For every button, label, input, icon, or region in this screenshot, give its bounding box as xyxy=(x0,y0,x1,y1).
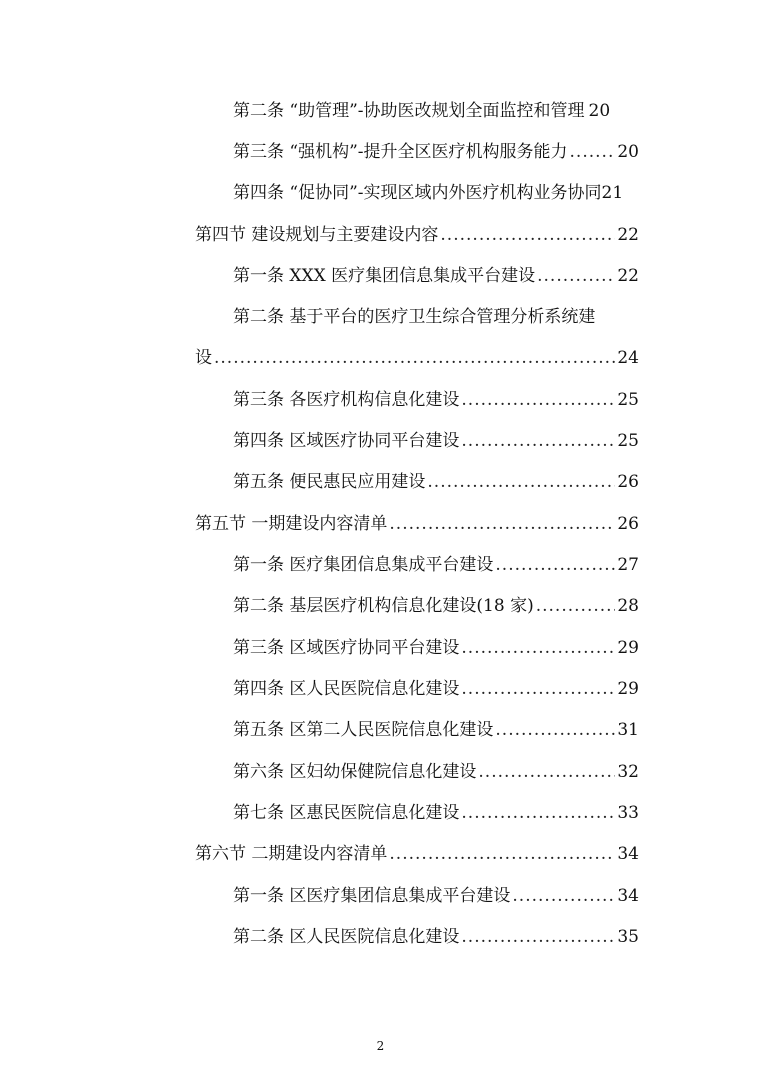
toc-entry-page: 29 xyxy=(617,679,639,699)
toc-entry-page: 34 xyxy=(617,886,639,906)
dot-leader xyxy=(461,798,615,828)
toc-entry-title: 第五条 区第二人民医院信息化建设 xyxy=(233,720,494,740)
dot-leader xyxy=(461,426,615,456)
dot-leader xyxy=(440,220,615,250)
dot-leader xyxy=(389,839,615,869)
toc-entry-page: 25 xyxy=(617,390,639,410)
toc-entry-title: 第二条 基于平台的医疗卫生综合管理分析系统建 xyxy=(233,307,596,327)
toc-entry[interactable] xyxy=(0,591,761,621)
toc-entry-page: 28 xyxy=(617,596,639,616)
toc-entry[interactable] xyxy=(0,426,761,456)
toc-entry-title: 第六节 二期建设内容清单 xyxy=(195,844,388,864)
toc-entry-title: 第四条 “促协同”-实现区域内外医疗机构业务协同 xyxy=(233,183,602,203)
toc-entry[interactable] xyxy=(0,96,761,126)
toc-entry-page: 29 xyxy=(617,638,639,658)
dot-leader xyxy=(570,137,616,167)
toc-entry-page: 31 xyxy=(617,720,639,740)
dot-leader xyxy=(512,881,615,911)
toc-entry-page: 34 xyxy=(617,844,639,864)
dot-leader xyxy=(495,715,615,745)
toc-entry-title: 第三条 区域医疗协同平台建设 xyxy=(233,638,460,658)
toc-entry-page: 24 xyxy=(617,348,639,368)
dot-leader xyxy=(461,922,615,952)
toc-entry[interactable] xyxy=(0,757,761,787)
toc-entry[interactable] xyxy=(0,343,761,373)
toc-entry-page: 32 xyxy=(617,762,639,782)
toc-entry-title: 第五节 一期建设内容清单 xyxy=(195,514,388,534)
toc-entry-title: 第二条 “助管理”-协助医改规划全面监控和管理 xyxy=(233,101,585,121)
toc-entry[interactable] xyxy=(0,798,761,828)
toc-entry[interactable] xyxy=(0,385,761,415)
toc-entry[interactable] xyxy=(0,715,761,745)
dot-leader xyxy=(461,385,615,415)
dot-leader xyxy=(478,757,615,787)
toc-entry[interactable] xyxy=(0,137,761,167)
toc-entry[interactable] xyxy=(0,302,761,332)
toc-entry-page: 33 xyxy=(617,803,639,823)
toc-entry[interactable] xyxy=(0,509,761,539)
toc-entry-page: 26 xyxy=(617,472,639,492)
toc-entry-title: 第四条 区域医疗协同平台建设 xyxy=(233,431,460,451)
dot-leader xyxy=(537,261,615,291)
toc-entry-title: 第七条 区惠民医院信息化建设 xyxy=(233,803,460,823)
toc-entry-title: 第二条 区人民医院信息化建设 xyxy=(233,927,460,947)
toc-entry-title: 第一条 XXX 医疗集团信息集成平台建设 xyxy=(233,266,536,286)
toc-entry-title: 第四条 区人民医院信息化建设 xyxy=(233,679,460,699)
dot-leader xyxy=(495,550,615,580)
toc-entry[interactable] xyxy=(0,839,761,869)
toc-entry-title: 第二条 基层医疗机构信息化建设(18 家) xyxy=(233,596,534,616)
toc-entry-title: 第五条 便民惠民应用建设 xyxy=(233,472,426,492)
toc-entry-title: 第三条 “强机构”-提升全区医疗机构服务能力 xyxy=(233,142,568,162)
toc-entry[interactable] xyxy=(0,881,761,911)
dot-leader xyxy=(389,509,615,539)
dot-leader xyxy=(536,591,616,621)
toc-entry-page: 35 xyxy=(617,927,639,947)
toc-entry-title: 第六条 区妇幼保健院信息化建设 xyxy=(233,762,477,782)
toc-entry-title: 第一条 医疗集团信息集成平台建设 xyxy=(233,555,494,575)
toc-entry[interactable] xyxy=(0,922,761,952)
page-number: 2 xyxy=(376,1039,385,1053)
toc-entry-page: 27 xyxy=(617,555,639,575)
toc-entry[interactable] xyxy=(0,220,761,250)
toc-entry-page: 22 xyxy=(617,266,639,286)
toc-entry[interactable] xyxy=(0,674,761,704)
toc-entry-page: 26 xyxy=(617,514,639,534)
toc-entry-page: 20 xyxy=(588,101,611,121)
toc-entry-page: 20 xyxy=(617,142,639,162)
toc-entry[interactable] xyxy=(0,633,761,663)
toc-entry-page: 25 xyxy=(617,431,639,451)
toc-entry-title: 第四节 建设规划与主要建设内容 xyxy=(195,225,439,245)
toc-entry-page: 21 xyxy=(601,183,624,203)
dot-leader xyxy=(461,674,615,704)
toc-entry[interactable] xyxy=(0,178,761,208)
toc-entry-page: 22 xyxy=(617,225,639,245)
dot-leader xyxy=(461,633,615,663)
toc-entry-title: 设 xyxy=(195,348,212,368)
toc-entry-title: 第三条 各医疗机构信息化建设 xyxy=(233,390,460,410)
toc-entry-title: 第一条 区医疗集团信息集成平台建设 xyxy=(233,886,511,906)
dot-leader xyxy=(427,467,615,497)
toc-entry[interactable] xyxy=(0,261,761,291)
toc-entry[interactable] xyxy=(0,467,761,497)
toc-entry[interactable] xyxy=(0,550,761,580)
dot-leader xyxy=(214,343,615,373)
